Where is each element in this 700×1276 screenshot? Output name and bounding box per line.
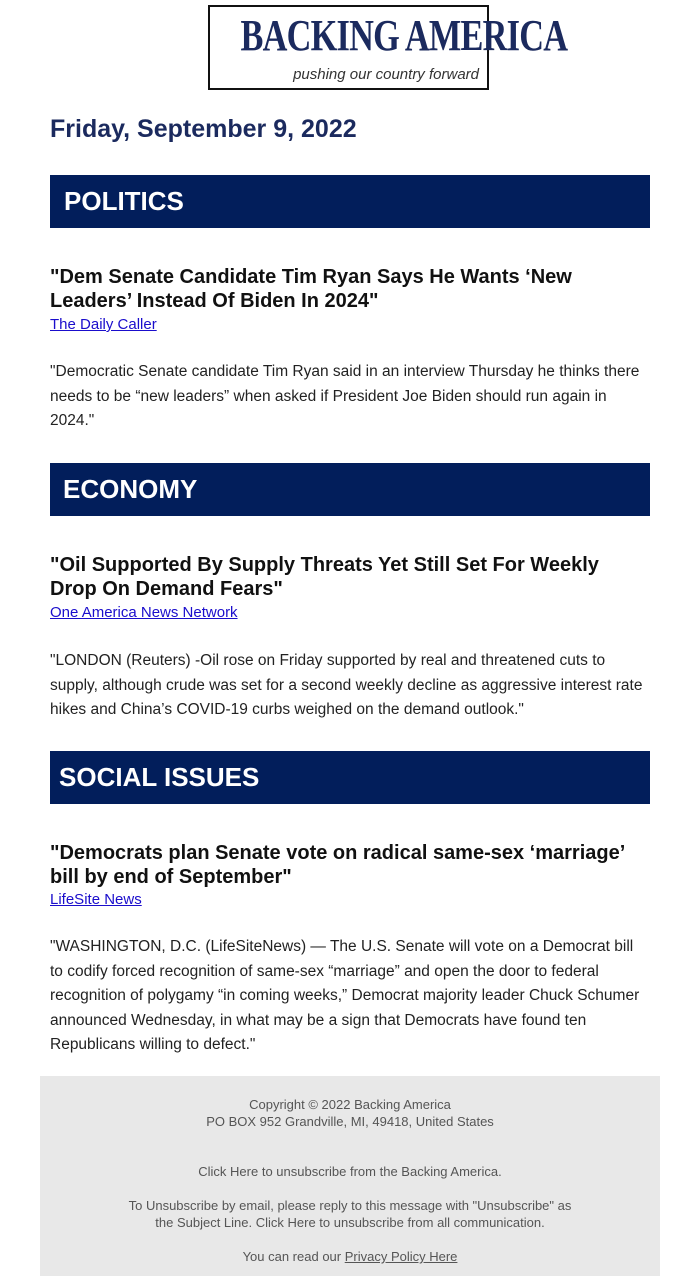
footer-copyright: Copyright © 2022 Backing America — [249, 1097, 451, 1112]
privacy-line — [40, 1248, 660, 1265]
privacy-prefix: You can read our — [242, 1249, 345, 1264]
newsletter-date: Friday, September 9, 2022 — [50, 115, 357, 143]
article-excerpt: "WASHINGTON, D.C. (LifeSiteNews) — The U.S. Senate will vote on a Democrat bill to codify forced recognition of same-sex “marriage” and open the door to federal recognition of polygamy “in coming weeks,” Democrat majority leader Chuck Schumer announced Wednesday, in what may be a sign that Democrats have found ten Republicans willing to defect." — [50, 938, 640, 1053]
article-headline[interactable]: "Oil Supported By Supply Threats Yet Still Set For Weekly Drop On Demand Fears" — [50, 554, 599, 600]
article-source-link[interactable]: The Daily Caller — [50, 316, 157, 333]
unsubscribe-link[interactable]: Click Here to unsubscribe from the Backing America. — [198, 1164, 502, 1179]
newsletter-footer — [40, 1076, 660, 1276]
email-unsubscribe-text: To Unsubscribe by email, please reply to this message with "Unsubscribe" as — [128, 1198, 572, 1213]
backing-america-logo — [208, 5, 568, 90]
section-banner-economy: ECONOMY — [50, 463, 650, 516]
logo-tagline: pushing our country forward — [293, 66, 479, 83]
article-source-link[interactable]: LifeSite News — [50, 891, 142, 908]
unsubscribe-all-link[interactable]: the Subject Line. Click Here to unsubscribe from all communication. — [155, 1215, 545, 1230]
article-excerpt: "LONDON (Reuters) -Oil rose on Friday supported by real and threatened cuts to supply, although crude was set for a second weekly decline as aggressive interest rate hikes and China’s COVID-19 curbs weighed on the demand outlook." — [50, 652, 643, 718]
footer-address: PO BOX 952 Grandville, MI, 49418, United States — [206, 1114, 494, 1129]
section-banner-politics: POLITICS — [50, 175, 650, 228]
article-headline[interactable]: "Democrats plan Senate vote on radical same-sex ‘marriage’ bill by end of September" — [50, 842, 625, 888]
privacy-policy-link[interactable]: Privacy Policy Here — [344, 1249, 458, 1264]
section-banner-social-issues: SOCIAL ISSUES — [50, 751, 650, 804]
logo-title: BACKING AMERICA — [240, 11, 568, 60]
article-excerpt: "Democratic Senate candidate Tim Ryan said in an interview Thursday he thinks there needs to be “new leaders” when asked if President Joe Biden should run again in 2024." — [50, 363, 640, 429]
article-source-link[interactable]: One America News Network — [50, 604, 238, 621]
article-headline[interactable]: "Dem Senate Candidate Tim Ryan Says He Wants ‘New Leaders’ Instead Of Biden In 2024" — [50, 266, 572, 312]
